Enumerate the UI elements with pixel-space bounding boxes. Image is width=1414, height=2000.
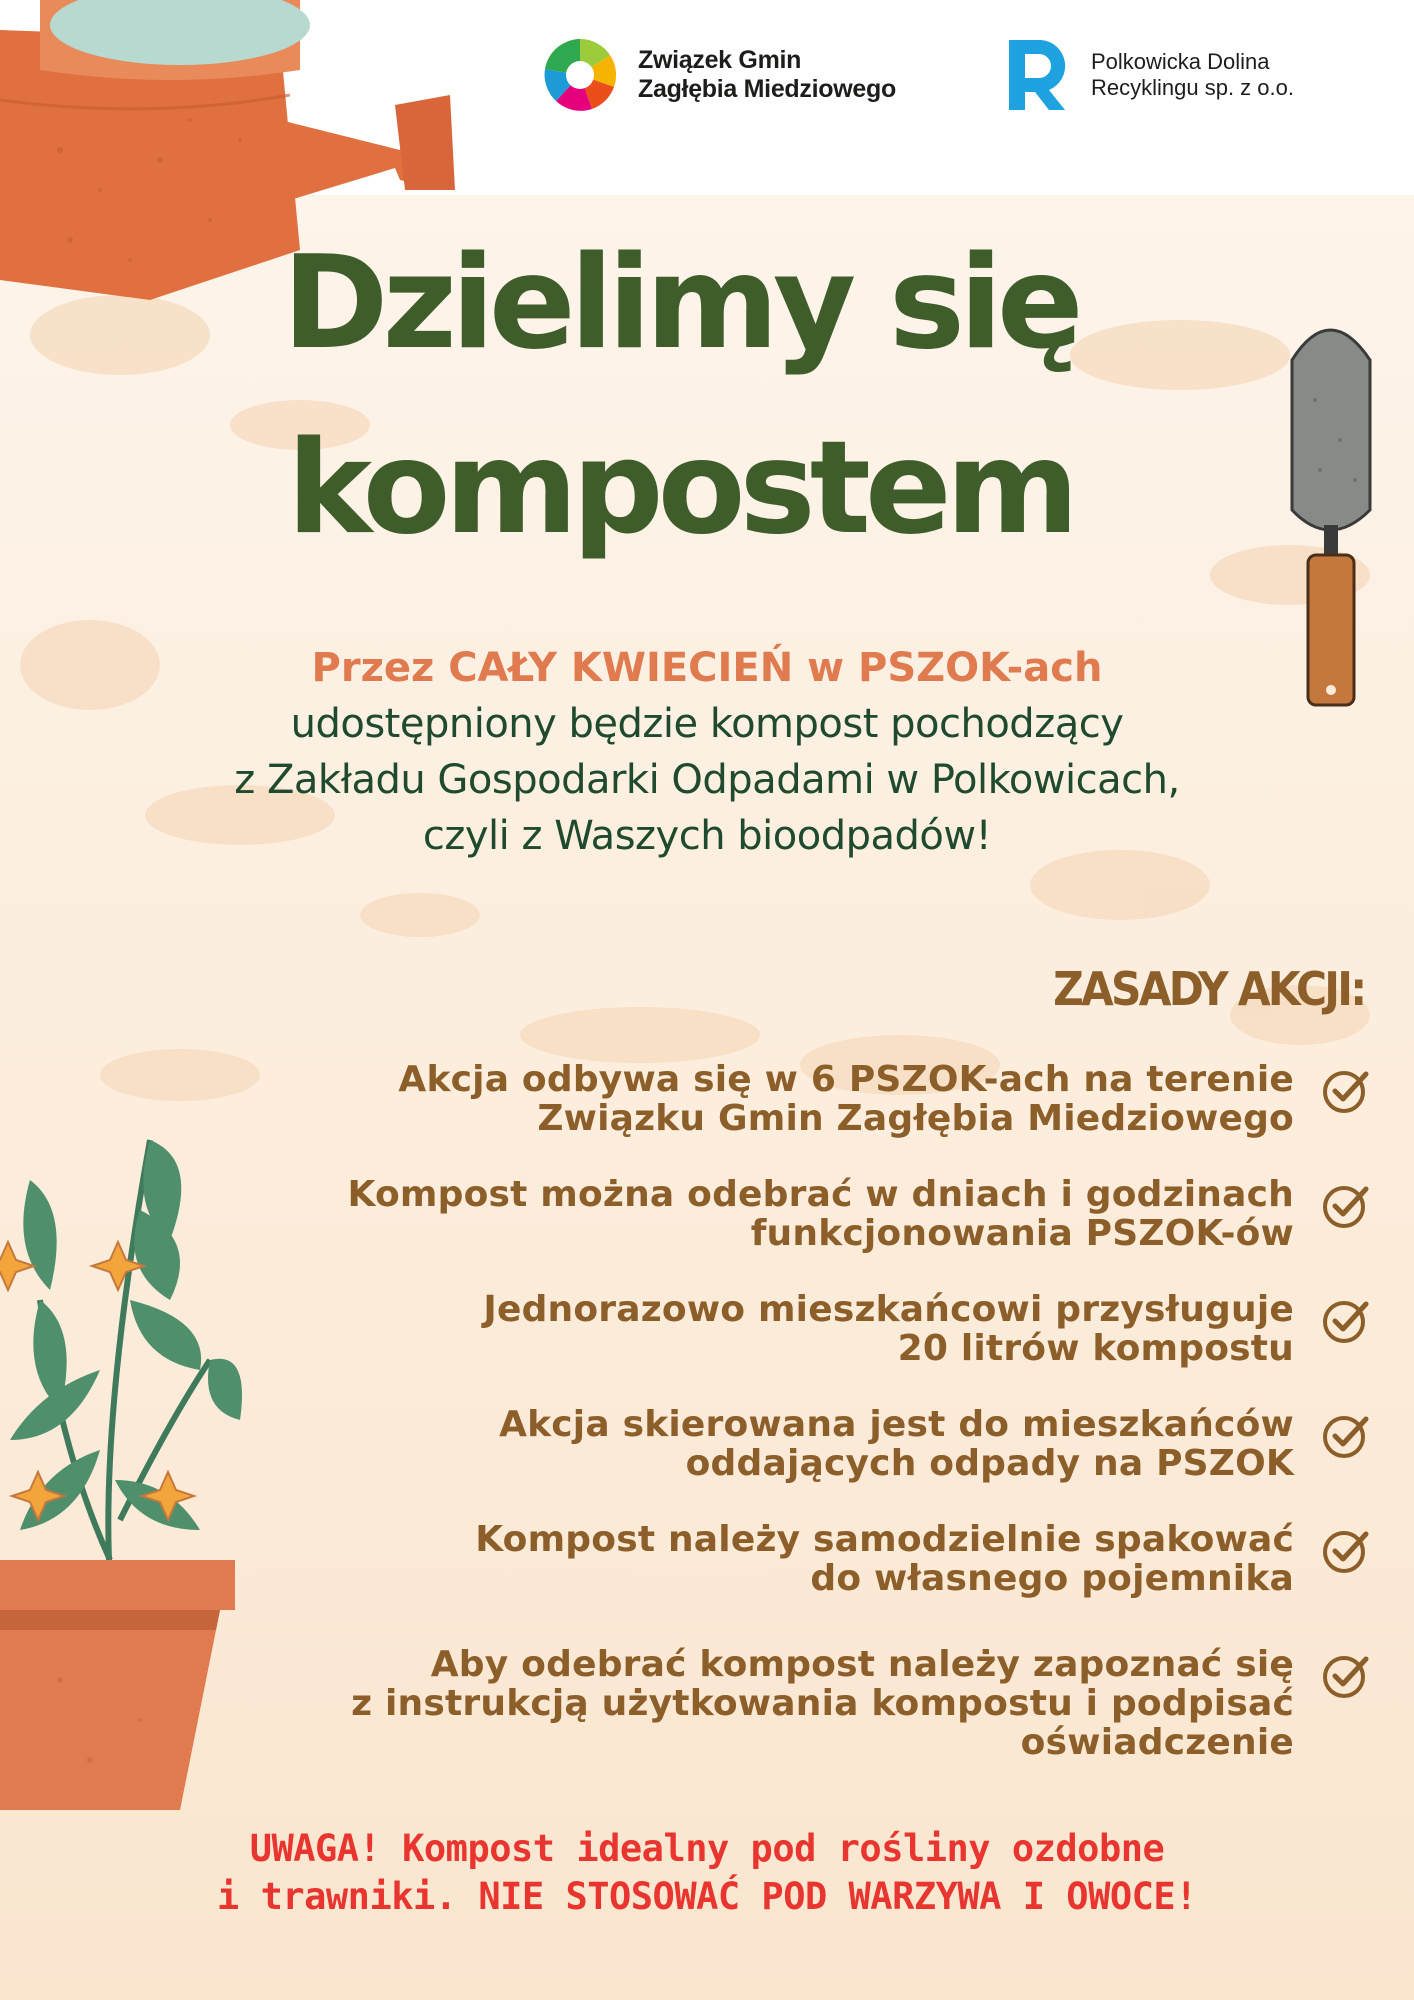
warning-note: UWAGA! Kompost idealny pod rośliny ozdobne i trawniki. NIE STOSOWAĆ POD WARZYWA I OWOCE! <box>217 1827 1197 1918</box>
intro-line3: czyli z Waszych bioodpadów! <box>422 813 992 859</box>
zgzm-logo-line2: Zagłębia Miedziowego <box>638 75 896 103</box>
potted-plant-icon <box>0 1120 260 1860</box>
pdr-logo-line2: Recyklingu sp. z o.o. <box>1091 75 1294 100</box>
check-circle-icon <box>1322 1651 1370 1699</box>
rule-text: Jednorazowo mieszkańcowi przysługuje 20 litrów kompostu <box>483 1289 1294 1369</box>
intro-line2: z Zakładu Gospodarki Odpadami w Polkowicach, <box>234 757 1180 803</box>
check-circle-icon <box>1322 1411 1370 1459</box>
rule-text: Kompost można odebrać w dniach i godzinach funkcjonowania PSZOK-ów <box>347 1174 1294 1254</box>
intro-line1: udostępniony będzie kompost pochodzący <box>290 701 1124 747</box>
rule-text: Akcja odbywa się w 6 PSZOK-ach na terenie Związku Gmin Zagłębia Miedziowego <box>398 1059 1294 1139</box>
check-circle-icon <box>1322 1066 1370 1114</box>
page-title-line2: kompostem <box>286 414 1074 563</box>
rules-heading: ZASADY AKCJI: <box>1052 962 1364 1016</box>
rule-text: Akcja skierowana jest do mieszkańców oddających odpady na PSZOK <box>499 1404 1294 1484</box>
check-circle-icon <box>1322 1526 1370 1574</box>
check-circle-icon <box>1322 1296 1370 1344</box>
pinwheel-logo-icon <box>540 35 620 115</box>
intro-highlight: Przez CAŁY KWIECIEŃ w PSZOK-ach <box>311 645 1103 691</box>
pdr-logo-line1: Polkowicka Dolina <box>1091 49 1270 75</box>
r-letter-logo-icon <box>1005 36 1071 114</box>
intro-paragraph <box>40 640 1374 864</box>
rule-text: Aby odebrać kompost należy zapoznać się z instrukcją użytkowania kompostu i podpisać oświadczenie <box>351 1644 1294 1763</box>
rule-text: Kompost należy samodzielnie spakować do własnego pojemnika <box>475 1519 1294 1599</box>
pdr-logo <box>1005 35 1294 115</box>
page-title-line1: Dzielimy się <box>282 229 1078 378</box>
zgzm-logo-line1: Związek Gmin <box>638 45 802 74</box>
check-circle-icon <box>1322 1181 1370 1229</box>
zgzm-logo <box>540 35 896 115</box>
